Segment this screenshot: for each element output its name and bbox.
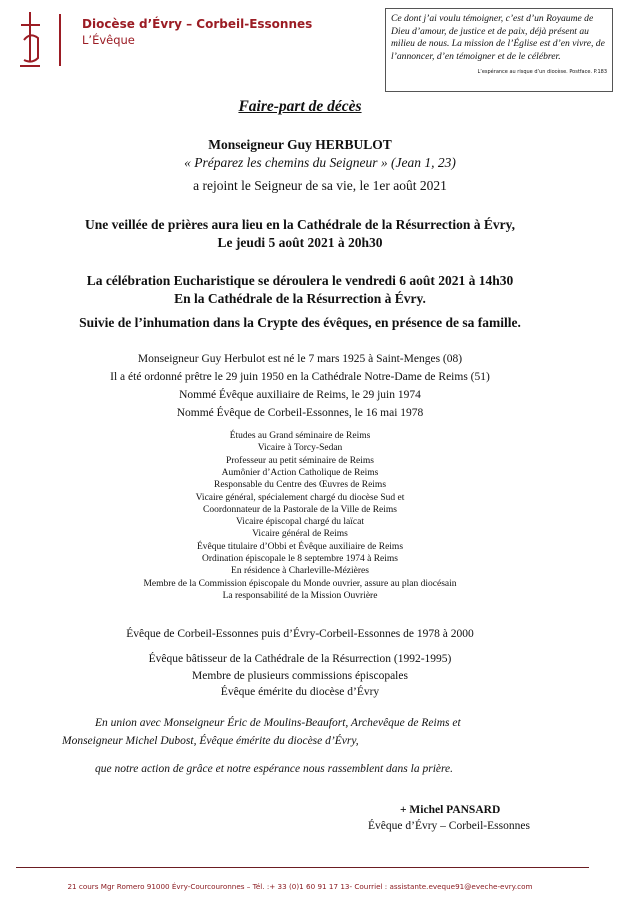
org-name: Diocèse d’Évry – Corbeil-Essonnes xyxy=(82,17,313,31)
vigil-line: Le jeudi 5 août 2021 à 20h30 xyxy=(217,235,383,250)
later-line: Évêque émérite du diocèse d’Évry xyxy=(220,686,380,698)
career-item: La responsabilité de la Mission Ouvrière xyxy=(222,590,378,601)
career-item: Ordination épiscopale le 8 septembre 1974 à Reims xyxy=(201,554,399,564)
footer-divider xyxy=(16,867,589,868)
career-item: Vicaire général de Reims xyxy=(252,529,348,540)
vigil-line: Une veillée de prières aura lieu en la Cathédrale de la Résurrection à Évry, xyxy=(85,217,515,232)
career-item: Études au Grand séminaire de Reims xyxy=(229,431,371,441)
signature-role: Évêque d’Évry – Corbeil-Essonnes xyxy=(368,820,530,832)
mass-line: En la Cathédrale de la Résurrection à Évry. xyxy=(174,291,426,306)
page-title: Faire-part de décès xyxy=(238,98,362,115)
quote-text: Ce dont j’ai voulu témoigner, c’est d’un Royaume de Dieu d’amour, de justice et de paix, déjà présent au milieu de nous. La mission de l’Église est d’en vivre, de l’annoncer, d’en témoigner et de le célébrer. xyxy=(391,13,605,62)
signature-name: + Michel PANSARD xyxy=(400,804,501,816)
org-subtitle: L’Évêque xyxy=(82,33,135,47)
career-item: Vicaire général, spécialement chargé du diocèse Sud et xyxy=(195,492,405,503)
joined-text: a rejoint le Seigneur de sa vie, le 1er août 2021 xyxy=(193,178,447,193)
later-line: Évêque bâtisseur de la Cathédrale de la Résurrection (1992-1995) xyxy=(148,653,452,665)
career-item: Vicaire épiscopal chargé du laïcat xyxy=(236,517,364,528)
union-line: En union avec Monseigneur Éric de Moulins-Beaufort, Archevêque de Reims et xyxy=(95,717,461,729)
union-line: Monseigneur Michel Dubost, Évêque émérite du diocèse d’Évry, xyxy=(62,735,359,747)
bio-line: Nommé Évêque de Corbeil-Essonnes, le 16 mai 1978 xyxy=(176,407,424,419)
organization-header xyxy=(82,17,312,47)
later-line: Membre de plusieurs commissions épiscopales xyxy=(192,670,408,682)
footer-address: 21 cours Mgr Romero 91000 Évry-Courcouronnes – Tél. :+ 33 (0)1 60 91 17 13- Courriel : assistante.eveque91@eveche-evry.com xyxy=(67,882,533,891)
deceased-name: Monseigneur Guy HERBULOT xyxy=(208,137,392,152)
career-item: Vicaire à Torcy-Sedan xyxy=(257,443,343,454)
burial-line: Suivie de l’inhumation dans la Crypte des évêques, en présence de sa famille. xyxy=(79,315,521,330)
diocese-logo-icon xyxy=(18,10,63,72)
bio-line: Nommé Évêque auxiliaire de Reims, le 29 juin 1974 xyxy=(179,389,421,401)
career-item: Responsable du Centre des Œuvres de Reims xyxy=(213,480,387,491)
evry-line: Évêque de Corbeil-Essonnes puis d’Évry-Corbeil-Essonnes de 1978 à 2000 xyxy=(126,628,474,640)
prayer-line: que notre action de grâce et notre espérance nous rassemblent dans la prière. xyxy=(95,763,454,775)
bio-line: Monseigneur Guy Herbulot est né le 7 mars 1925 à Saint-Menges (08) xyxy=(137,353,463,365)
career-item: Aumônier d’Action Catholique de Reims xyxy=(221,467,379,478)
quote-source: L’espérance au risque d’un diocèse. Postface. P.183 xyxy=(477,69,607,76)
career-item: Évêque titulaire d’Obbi et Évêque auxiliaire de Reims xyxy=(196,541,404,552)
bio-line: Il a été ordonné prêtre le 29 juin 1950 en la Cathédrale Notre-Dame de Reims (51) xyxy=(110,371,490,383)
mass-line: La célébration Eucharistique se déroulera le vendredi 6 août 2021 à 14h30 xyxy=(86,273,514,288)
career-item: En résidence à Charleville-Mézières xyxy=(231,566,369,577)
quote-box xyxy=(385,8,613,92)
career-item: Coordonnateur de la Pastorale de la Ville de Reims xyxy=(203,504,397,515)
career-item: Membre de la Commission épiscopale du Monde ouvrier, assure au plan diocésain xyxy=(143,578,457,589)
motto: « Préparez les chemins du Seigneur » (Jean 1, 23) xyxy=(184,155,456,170)
career-item: Professeur au petit séminaire de Reims xyxy=(225,455,374,466)
